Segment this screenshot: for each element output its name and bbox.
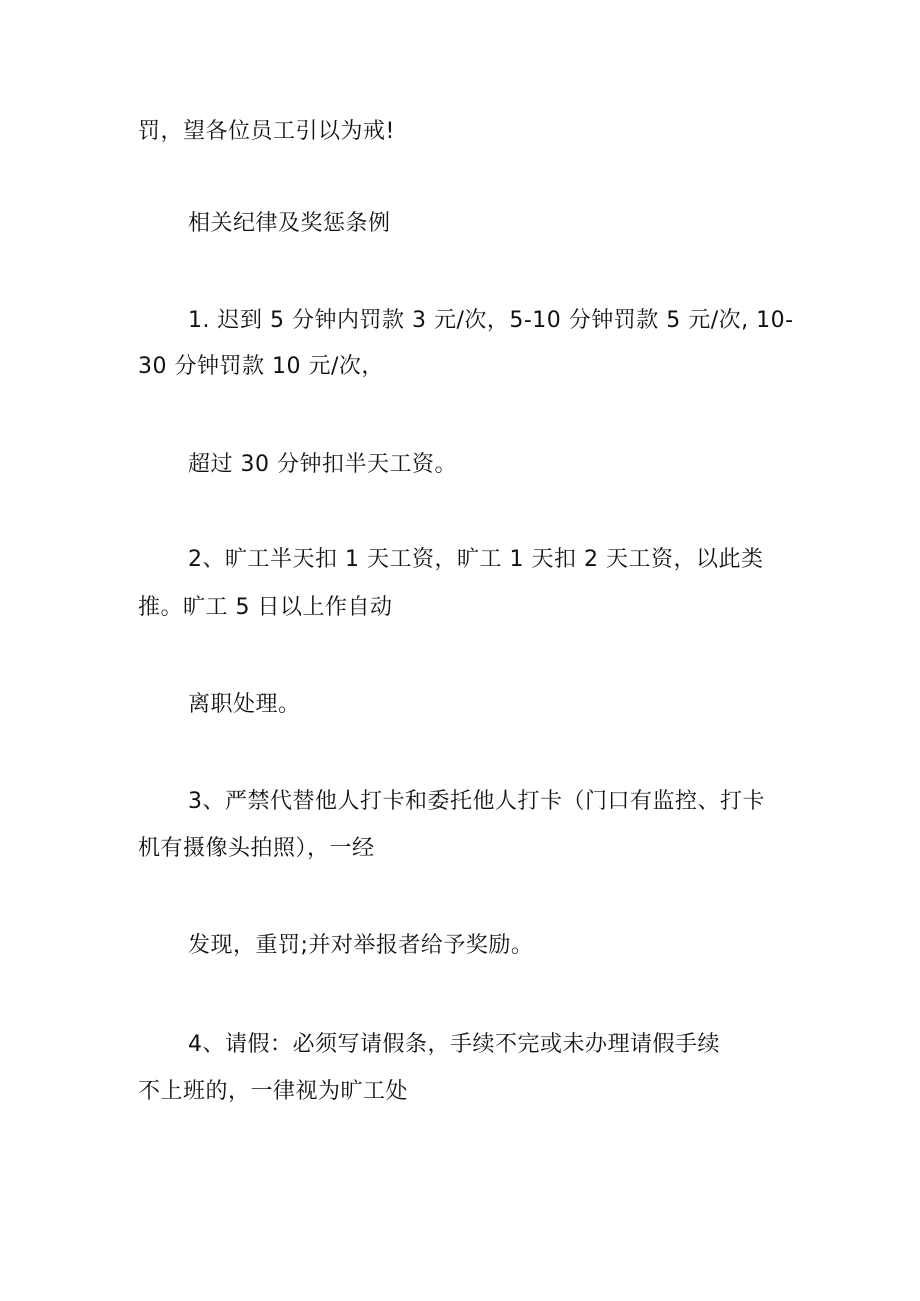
rule-3-line-1: 3、严禁代替他人打卡和委托他人打卡（门口有监控、打卡 [188, 789, 765, 814]
rule-3-line-2: 机有摄像头拍照），一经 [138, 836, 375, 861]
section-heading-discipline-rules: 相关纪律及奖惩条例 [188, 211, 391, 236]
rule-1-line-3: 超过 30 分钟扣半天工资。 [188, 452, 457, 477]
rule-3-line-3: 发现，重罚;并对举报者给予奖励。 [188, 933, 534, 958]
rule-4-line-2: 不上班的，一律视为旷工处 [138, 1079, 409, 1104]
rule-1-line-2: 30 分钟罚款 10 元/次， [138, 354, 384, 379]
rule-1-line-1: 1. 迟到 5 分钟内罚款 3 元/次，5-10 分钟罚款 5 元/次, 10- [188, 308, 794, 333]
rule-4-line-1: 4、请假：必须写请假条，手续不完或未办理请假手续 [188, 1032, 720, 1057]
text-line-penalty-warning: 罚，望各位员工引以为戒! [138, 119, 395, 144]
rule-2-line-3: 离职处理。 [188, 692, 301, 717]
rule-2-line-2: 推。旷工 5 日以上作自动 [138, 595, 393, 620]
rule-2-line-1: 2、旷工半天扣 1 天工资，旷工 1 天扣 2 天工资，以此类 [188, 547, 764, 572]
